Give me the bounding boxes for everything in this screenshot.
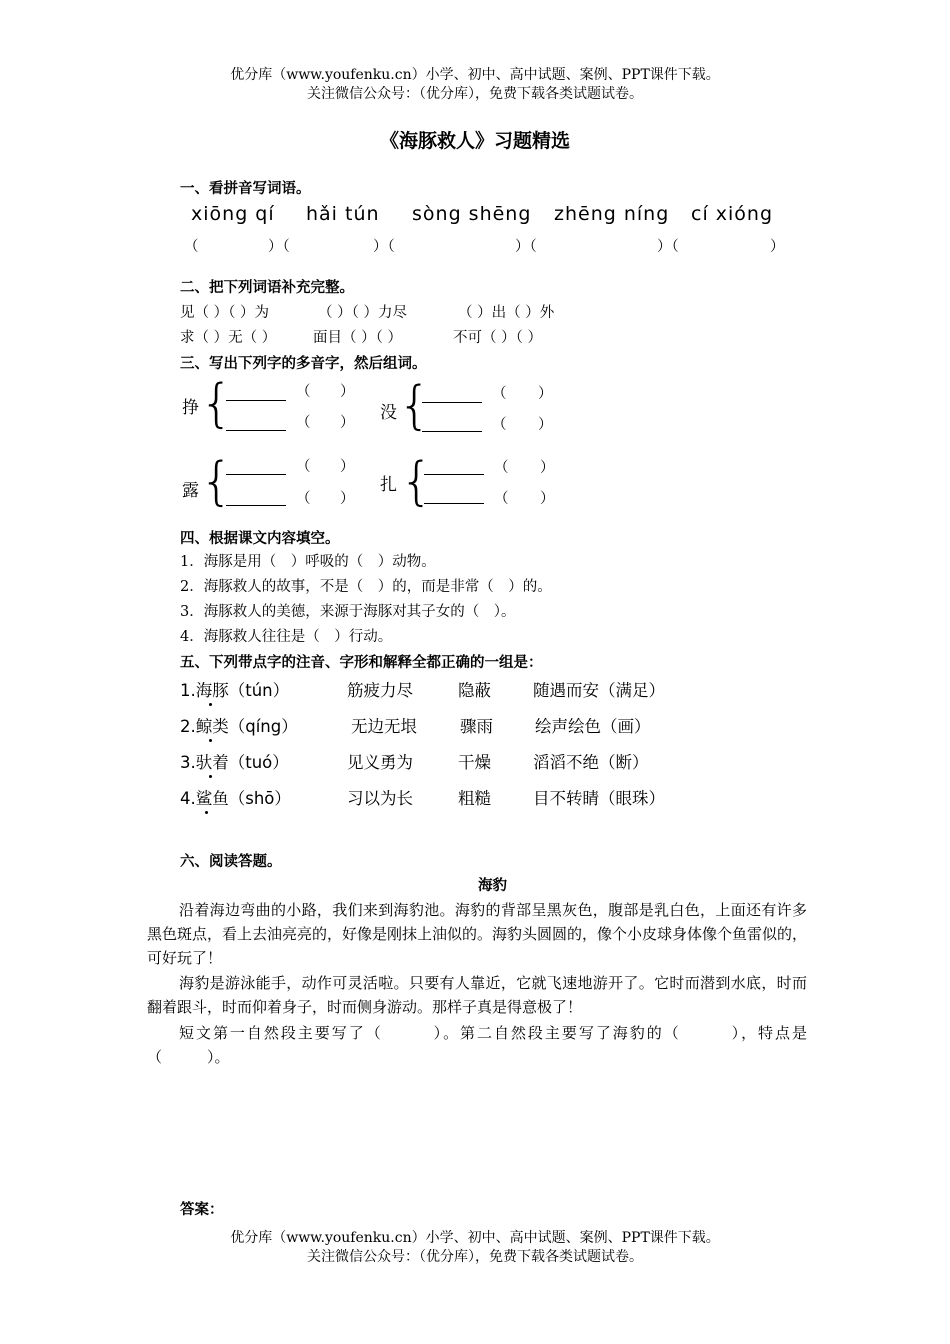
paren-close: ） [340, 491, 355, 507]
option-2-word: 绘声绘色（画） [535, 717, 651, 736]
option-3-pinyin: 3.驮着（tuó） [180, 753, 289, 772]
paren-open: （ [296, 459, 311, 475]
paren-close: ） [538, 417, 553, 433]
pinyin-3: sòng shēng [412, 203, 532, 225]
option-4-word: 粗糙 [458, 789, 491, 808]
passage-paragraph-2: 海豹是游泳能手，动作可灵活啦。只要有人靠近，它就飞速地游开了。它时而潜到水底，时而翻着跟斗，时而仰着身子，时而侧身游动。那样子真是得意极了！ [147, 974, 807, 1016]
section-5-heading: 五、下列带点字的注音、字形和解释全都正确的一组是： [180, 654, 543, 671]
emphasis-dot [209, 775, 212, 778]
paren-open: （ [494, 491, 509, 507]
page-title: 《海豚救人》习题精选 [379, 130, 570, 152]
brace-icon: { [400, 452, 434, 512]
idiom-2: （ ）（ ）力尽 [318, 305, 407, 321]
pinyin-5: cí xióng [691, 203, 774, 225]
section-3-heading: 三、写出下列字的多音字，然后组词。 [180, 355, 427, 372]
polyphone-char: 扎 [380, 475, 397, 495]
option-1-pinyin: 1.海豚（tún） [180, 681, 290, 700]
paren-open: （ [296, 415, 311, 431]
option-3-word: 干燥 [458, 753, 491, 772]
option-2-word: 无边无垠 [351, 717, 417, 736]
footer-line-2: 关注微信公众号：（优分库），免费下载各类试题试卷。 [307, 1249, 643, 1265]
answer-paren: ）（ [268, 239, 290, 255]
polyphone-char: 挣 [182, 398, 199, 418]
option-4-pinyin: 4.鲨鱼（shō） [180, 789, 291, 808]
paren-close: ） [540, 491, 555, 507]
fill-item: 1．海豚是用（ ）呼吸的（ ）动物。 [180, 554, 436, 570]
idiom-5: 面目（ ）（ ） [313, 330, 402, 346]
answers-heading: 答案： [180, 1201, 224, 1218]
header-line-2: 关注微信公众号：（优分库），免费下载各类试题试卷。 [307, 86, 643, 102]
blank-line [226, 430, 286, 431]
brace-icon: { [398, 376, 432, 436]
blank-line [422, 402, 482, 403]
fill-item: 2．海豚救人的故事，不是（ ）的，而是非常（ ）的。 [180, 579, 552, 595]
fill-item: 3．海豚救人的美德，来源于海豚对其子女的（ ）。 [180, 604, 516, 620]
option-3-word: 滔滔不绝（断） [533, 753, 649, 772]
emphasis-dot [205, 811, 208, 814]
option-3-word: 见义勇为 [347, 753, 413, 772]
idiom-6: 不可（ ）（ ） [453, 330, 542, 346]
answer-paren: ）（ [515, 239, 537, 255]
paren-open: （ [494, 460, 509, 476]
reading-question: 短文第一自然段主要写了（ ）。第二自然段主要写了海豹的（ ），特点是（ ）。 [147, 1024, 807, 1066]
section-2-heading: 二、把下列词语补充完整。 [180, 279, 354, 296]
section-4-heading: 四、根据课文内容填空。 [180, 530, 340, 547]
blank-line [422, 431, 482, 432]
blank-line [226, 400, 286, 401]
passage-title: 海豹 [478, 877, 507, 894]
polyphone-char: 露 [182, 481, 199, 501]
paren-open: （ [492, 386, 507, 402]
idiom-4: 求（ ）无（ ） [180, 330, 277, 346]
answer-paren: ）（ [657, 239, 679, 255]
paren-close: ） [340, 459, 355, 475]
paren-close: ） [340, 415, 355, 431]
fill-item: 4．海豚救人往往是（ ）行动。 [180, 629, 393, 645]
blank-line [424, 503, 484, 504]
passage-paragraph-1: 沿着海边弯曲的小路，我们来到海豹池。海豹的背部呈黑灰色，腹部是乳白色，上面还有许多黑色斑点，看上去油亮亮的，好像是刚抹上油似的。海豹头圆圆的，像个小皮球身体像个鱼雷似的，可好玩了！ [147, 901, 808, 967]
idiom-1: 见（ ）（ ）为 [180, 305, 269, 321]
blank-line [226, 474, 286, 475]
emphasis-dot [209, 703, 212, 706]
blank-line [424, 474, 484, 475]
section-6-heading: 六、阅读答题。 [180, 853, 282, 870]
answer-paren: （ [184, 239, 199, 255]
pinyin-2: hǎi tún [306, 203, 380, 225]
footer-line-1: 优分库（www.youfenku.cn）小学、初中、高中试题、案例、PPT课件下载。 [230, 1230, 720, 1246]
pinyin-4: zhēng níng [554, 203, 670, 225]
option-2-word: 骤雨 [460, 717, 493, 736]
option-4-word: 目不转睛（眼珠） [533, 789, 665, 808]
paren-close: ） [340, 384, 355, 400]
pinyin-1: xiōng qí [191, 203, 275, 225]
option-4-word: 习以为长 [347, 789, 413, 808]
paren-open: （ [296, 384, 311, 400]
polyphone-char: 没 [380, 403, 397, 423]
brace-icon: { [200, 374, 234, 434]
option-1-word: 筋疲力尽 [347, 681, 413, 700]
idiom-3: （ ）出（ ）外 [458, 305, 555, 321]
option-1-word: 随遇而安（满足） [533, 681, 665, 700]
answer-paren: ）（ [373, 239, 395, 255]
blank-line [226, 505, 286, 506]
paren-open: （ [296, 491, 311, 507]
option-2-pinyin: 2.鲸类（qíng） [180, 717, 298, 736]
header-line-1: 优分库（www.youfenku.cn）小学、初中、高中试题、案例、PPT课件下载。 [230, 67, 720, 83]
paren-close: ） [538, 386, 553, 402]
paren-close: ） [540, 460, 555, 476]
paren-open: （ [492, 417, 507, 433]
emphasis-dot [209, 739, 212, 742]
brace-icon: { [200, 452, 234, 512]
section-1-heading: 一、看拼音写词语。 [180, 180, 311, 197]
option-1-word: 隐蔽 [458, 681, 491, 700]
answer-paren: ） [770, 239, 785, 255]
